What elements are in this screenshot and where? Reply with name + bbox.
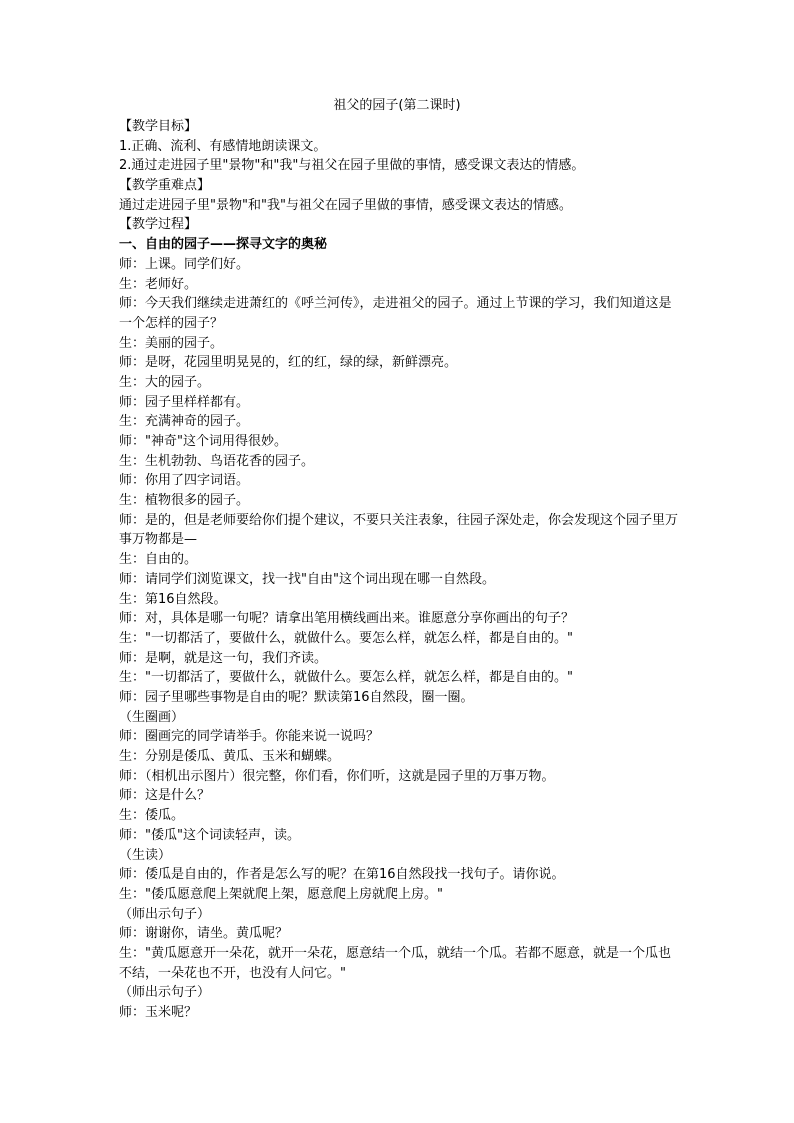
dialogue-line: 师：是啊，就是这一句，我们齐读。 bbox=[119, 650, 328, 666]
dialogue-line: 生：充满神奇的园子。 bbox=[119, 414, 250, 430]
dialogue-line: 师：玉米呢？ bbox=[119, 1005, 198, 1021]
stage-direction: （生读） bbox=[119, 847, 172, 863]
subsection-heading: 一、自由的园子——探寻文字的奥秘 bbox=[119, 237, 328, 253]
dialogue-line: 师：这是什么？ bbox=[119, 788, 211, 804]
section-heading-process: 【教学过程】 bbox=[119, 217, 198, 233]
dialogue-line: 生："倭瓜愿意爬上架就爬上架，愿意爬上房就爬上房。" bbox=[119, 886, 443, 902]
section-heading-key-points: 【教学重难点】 bbox=[119, 178, 211, 194]
dialogue-line: 师：倭瓜是自由的，作者是怎么写的呢？在第16自然段找一找句子。请你说。 bbox=[119, 867, 565, 883]
dialogue-line: 生：倭瓜。 bbox=[119, 808, 185, 824]
dialogue-line: 师：（相机出示图片）很完整，你们看，你们听，这就是园子里的万事万物。 bbox=[119, 768, 555, 784]
dialogue-line: 生：第16自然段。 bbox=[119, 591, 227, 607]
dialogue-line: 师："神奇"这个词用得很妙。 bbox=[119, 434, 287, 450]
dialogue-line: 生：老师好。 bbox=[119, 276, 198, 292]
stage-direction: （生圈画） bbox=[119, 709, 185, 725]
dialogue-line: 师："倭瓜"这个词读轻声，读。 bbox=[119, 827, 300, 843]
dialogue-line: 生："一切都活了，要做什么，就做什么。要怎么样，就怎么样，都是自由的。" bbox=[119, 630, 573, 646]
objective-item: 1.正确、流利、有感情地朗读课文。 bbox=[119, 138, 327, 154]
objective-item: 2.通过走进园子里"景物"和"我"与祖父在园子里做的事情，感受课文表达的情感。 bbox=[119, 158, 585, 174]
dialogue-line: 生：大的园子。 bbox=[119, 374, 211, 390]
document-title: 祖父的园子(第二课时) bbox=[333, 98, 461, 113]
document-body bbox=[119, 117, 679, 1023]
dialogue-line: 师：是的，但是老师要给你们提个建议，不要只关注表象，往园子深处走，你会发现这个园子里万事万物都是— bbox=[119, 512, 679, 548]
dialogue-line: 师：园子里样样都有。 bbox=[119, 394, 250, 410]
dialogue-line: 师：谢谢你，请坐。黄瓜呢？ bbox=[119, 926, 289, 942]
dialogue-line: 师：是呀，花园里明晃晃的，红的红，绿的绿，新鲜漂亮。 bbox=[119, 355, 458, 371]
dialogue-line: 师：今天我们继续走进萧红的《呼兰河传》，走进祖父的园子。通过上节课的学习，我们知道这是一个怎样的园子？ bbox=[119, 296, 672, 331]
dialogue-line: 生：自由的。 bbox=[119, 552, 198, 568]
dialogue-line: 生："一切都活了，要做什么，就做什么。要怎么样，就怎么样，都是自由的。" bbox=[119, 670, 573, 686]
section-heading-objectives: 【教学目标】 bbox=[119, 119, 198, 134]
dialogue-line: 师：上课。同学们好。 bbox=[119, 256, 250, 272]
dialogue-line: 生：植物很多的园子。 bbox=[119, 493, 250, 509]
stage-direction: （师出示句子） bbox=[119, 906, 211, 922]
dialogue-line: 生："黄瓜愿意开一朵花，就开一朵花，愿意结一个瓜，就结一个瓜。若都不愿意，就是一个瓜也不结，一朵花也不开，也没有人问它。" bbox=[119, 945, 671, 981]
dialogue-line: 生：生机勃勃、鸟语花香的园子。 bbox=[119, 453, 315, 469]
dialogue-line: 师：圈画完的同学请举手。你能来说一说吗？ bbox=[119, 729, 380, 745]
dialogue-line: 师：请同学们浏览课文，找一找"自由"这个词出现在哪一自然段。 bbox=[119, 571, 495, 587]
stage-direction: （师出示句子） bbox=[119, 985, 211, 1001]
dialogue-line: 师：对，具体是哪一句呢？请拿出笔用横线画出来。谁愿意分享你画出的句子？ bbox=[119, 611, 575, 627]
dialogue-line: 师：你用了四字词语。 bbox=[119, 473, 250, 489]
dialogue-line: 生：美丽的园子。 bbox=[119, 335, 224, 351]
dialogue-line: 生：分别是倭瓜、黄瓜、玉米和蝴蝶。 bbox=[119, 749, 341, 765]
key-point-text: 通过走进园子里"景物"和"我"与祖父在园子里做的事情，感受课文表达的情感。 bbox=[119, 197, 572, 213]
dialogue-line: 师：园子里哪些事物是自由的呢？默读第16自然段，圈一圈。 bbox=[119, 690, 474, 705]
